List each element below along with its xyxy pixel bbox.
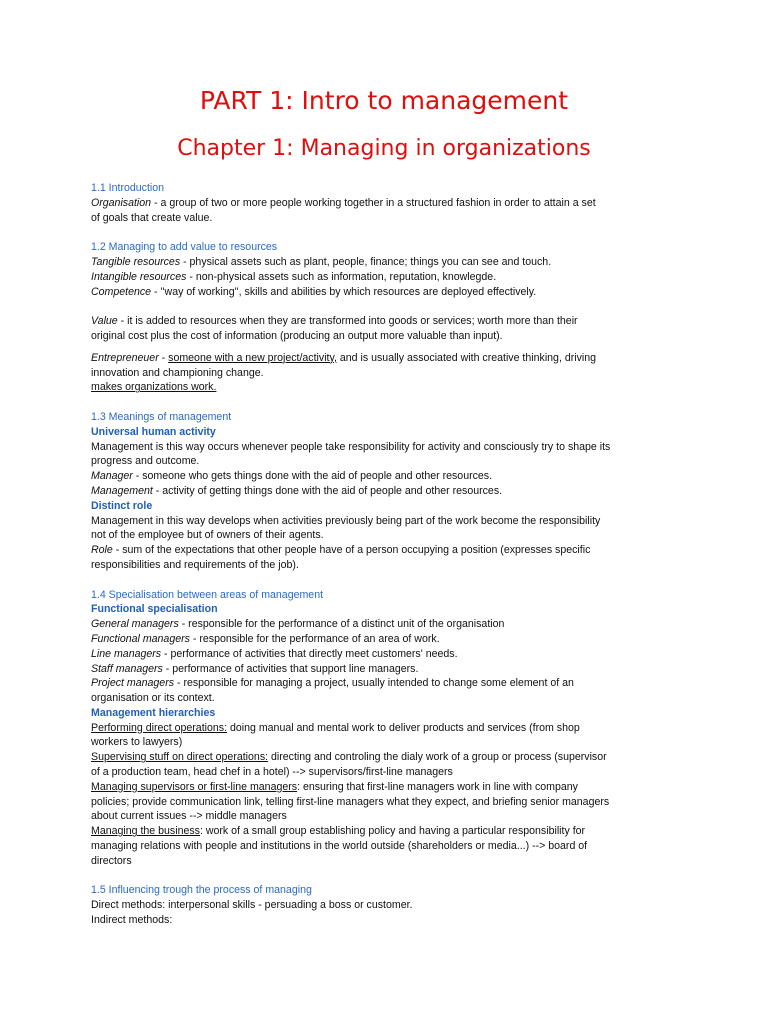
subheading-distinct-role: Distinct role [91,499,153,512]
hierarchy-managing-supervisors-cont: policies; provide communication link, telling first-line managers what they expect, and briefing senior managers [91,795,610,808]
hierarchy-direct-operations: Performing direct operations: doing manual and mental work to deliver products and services (from shop [91,721,580,734]
chapter-title: Chapter 1: Managing in organizations [177,136,591,161]
definition-staff-managers: Staff managers - performance of activities that support line managers. [91,662,419,675]
hierarchy-supervising-cont: of a production team, head chef in a hotel) --> supervisors/first-line managers [91,766,453,779]
definition-role: Role - sum of the expectations that other people have of a person occupying a position (expresses specific [91,544,591,557]
definition-entrepreneur-note: makes organizations work. [91,381,217,394]
paragraph-universal-cont: progress and outcome. [91,455,200,468]
definition-entrepreneur-cont: innovation and championing change. [91,366,264,379]
hierarchy-supervising: Supervising stuff on direct operations: directing and controling the dialy work of a group or process (supervisor [91,751,607,764]
definition-project-managers: Project managers - responsible for managing a project, usually intended to change some element of an [91,677,574,690]
definition-general-managers: General managers - responsible for the performance of a distinct unit of the organisation [91,618,505,631]
definition-organisation-cont: of goals that create value. [91,211,213,224]
definition-competence: Competence - ''way of working'', skills and abilities by which resources are deployed effectively. [91,285,537,298]
definition-value-cont: original cost plus the cost of information (producing an output more valuable than input). [91,329,503,342]
section-heading-1-4: 1.4 Specialisation between areas of management [91,588,324,601]
definition-tangible: Tangible resources - physical assets such as plant, people, finance; things you can see and touch. [91,255,552,268]
subheading-universal: Universal human activity [91,425,216,438]
hierarchy-managing-business: Managing the business: work of a small group establishing policy and having a particular responsibility for [91,825,586,838]
direct-methods: Direct methods: interpersonal skills - persuading a boss or customer. [91,899,413,912]
subheading-hierarchies: Management hierarchies [91,706,216,719]
definition-project-managers-cont: organisation or its context. [91,692,215,705]
paragraph-distinct: Management in this way develops when activities previously being part of the work become the responsibility [91,514,601,527]
definition-line-managers: Line managers - performance of activities that directly meet customers' needs. [91,647,458,660]
indirect-methods: Indirect methods: [91,914,173,927]
definition-management: Management - activity of getting things done with the aid of people and other resources. [91,484,503,497]
hierarchy-direct-operations-cont: workers to lawyers) [91,736,183,749]
part-title: PART 1: Intro to management [199,86,569,115]
definition-value: Value - it is added to resources when they are transformed into goods or services; worth more than their [91,315,578,328]
section-heading-1-3: 1.3 Meanings of management [91,410,232,423]
hierarchy-managing-business-cont2: directors [91,854,132,867]
section-heading-1-5: 1.5 Influencing trough the process of managing [91,884,312,897]
definition-entrepreneur: Entrepreneuer - someone with a new project/activity, and is usually associated with creative thinking, driving [91,351,597,364]
paragraph-universal: Management is this way occurs whenever people take responsibility for activity and consciously try to shape its [91,440,611,453]
subheading-functional: Functional specialisation [91,603,218,616]
hierarchy-managing-supervisors-cont2: about current issues --> middle managers [91,810,287,823]
section-heading-1-2: 1.2 Managing to add value to resources [91,241,278,254]
definition-manager: Manager - someone who gets things done with the aid of people and other resources. [91,470,493,483]
definition-functional-managers: Functional managers - responsible for the performance of an area of work. [91,632,440,645]
definition-organisation: Organisation - a group of two or more people working together in a structured fashion in order to attain a set [91,196,596,209]
paragraph-distinct-cont: not of the employee but of owners of their agents. [91,529,324,542]
definition-role-cont: responsibilities and requirements of the job). [91,558,299,571]
section-heading-1-1: 1.1 Introduction [91,182,165,194]
definition-intangible: Intangible resources - non-physical assets such as information, reputation, knowlegde. [91,270,497,283]
term: Organisation [91,196,152,209]
hierarchy-managing-business-cont: managing relations with people and institutions in the world outside (shareholders or media...) --> board of [91,840,588,853]
document-body [91,181,691,928]
hierarchy-managing-supervisors: Managing supervisors or first-line managers: ensuring that first-line managers work in line with company [91,780,578,793]
